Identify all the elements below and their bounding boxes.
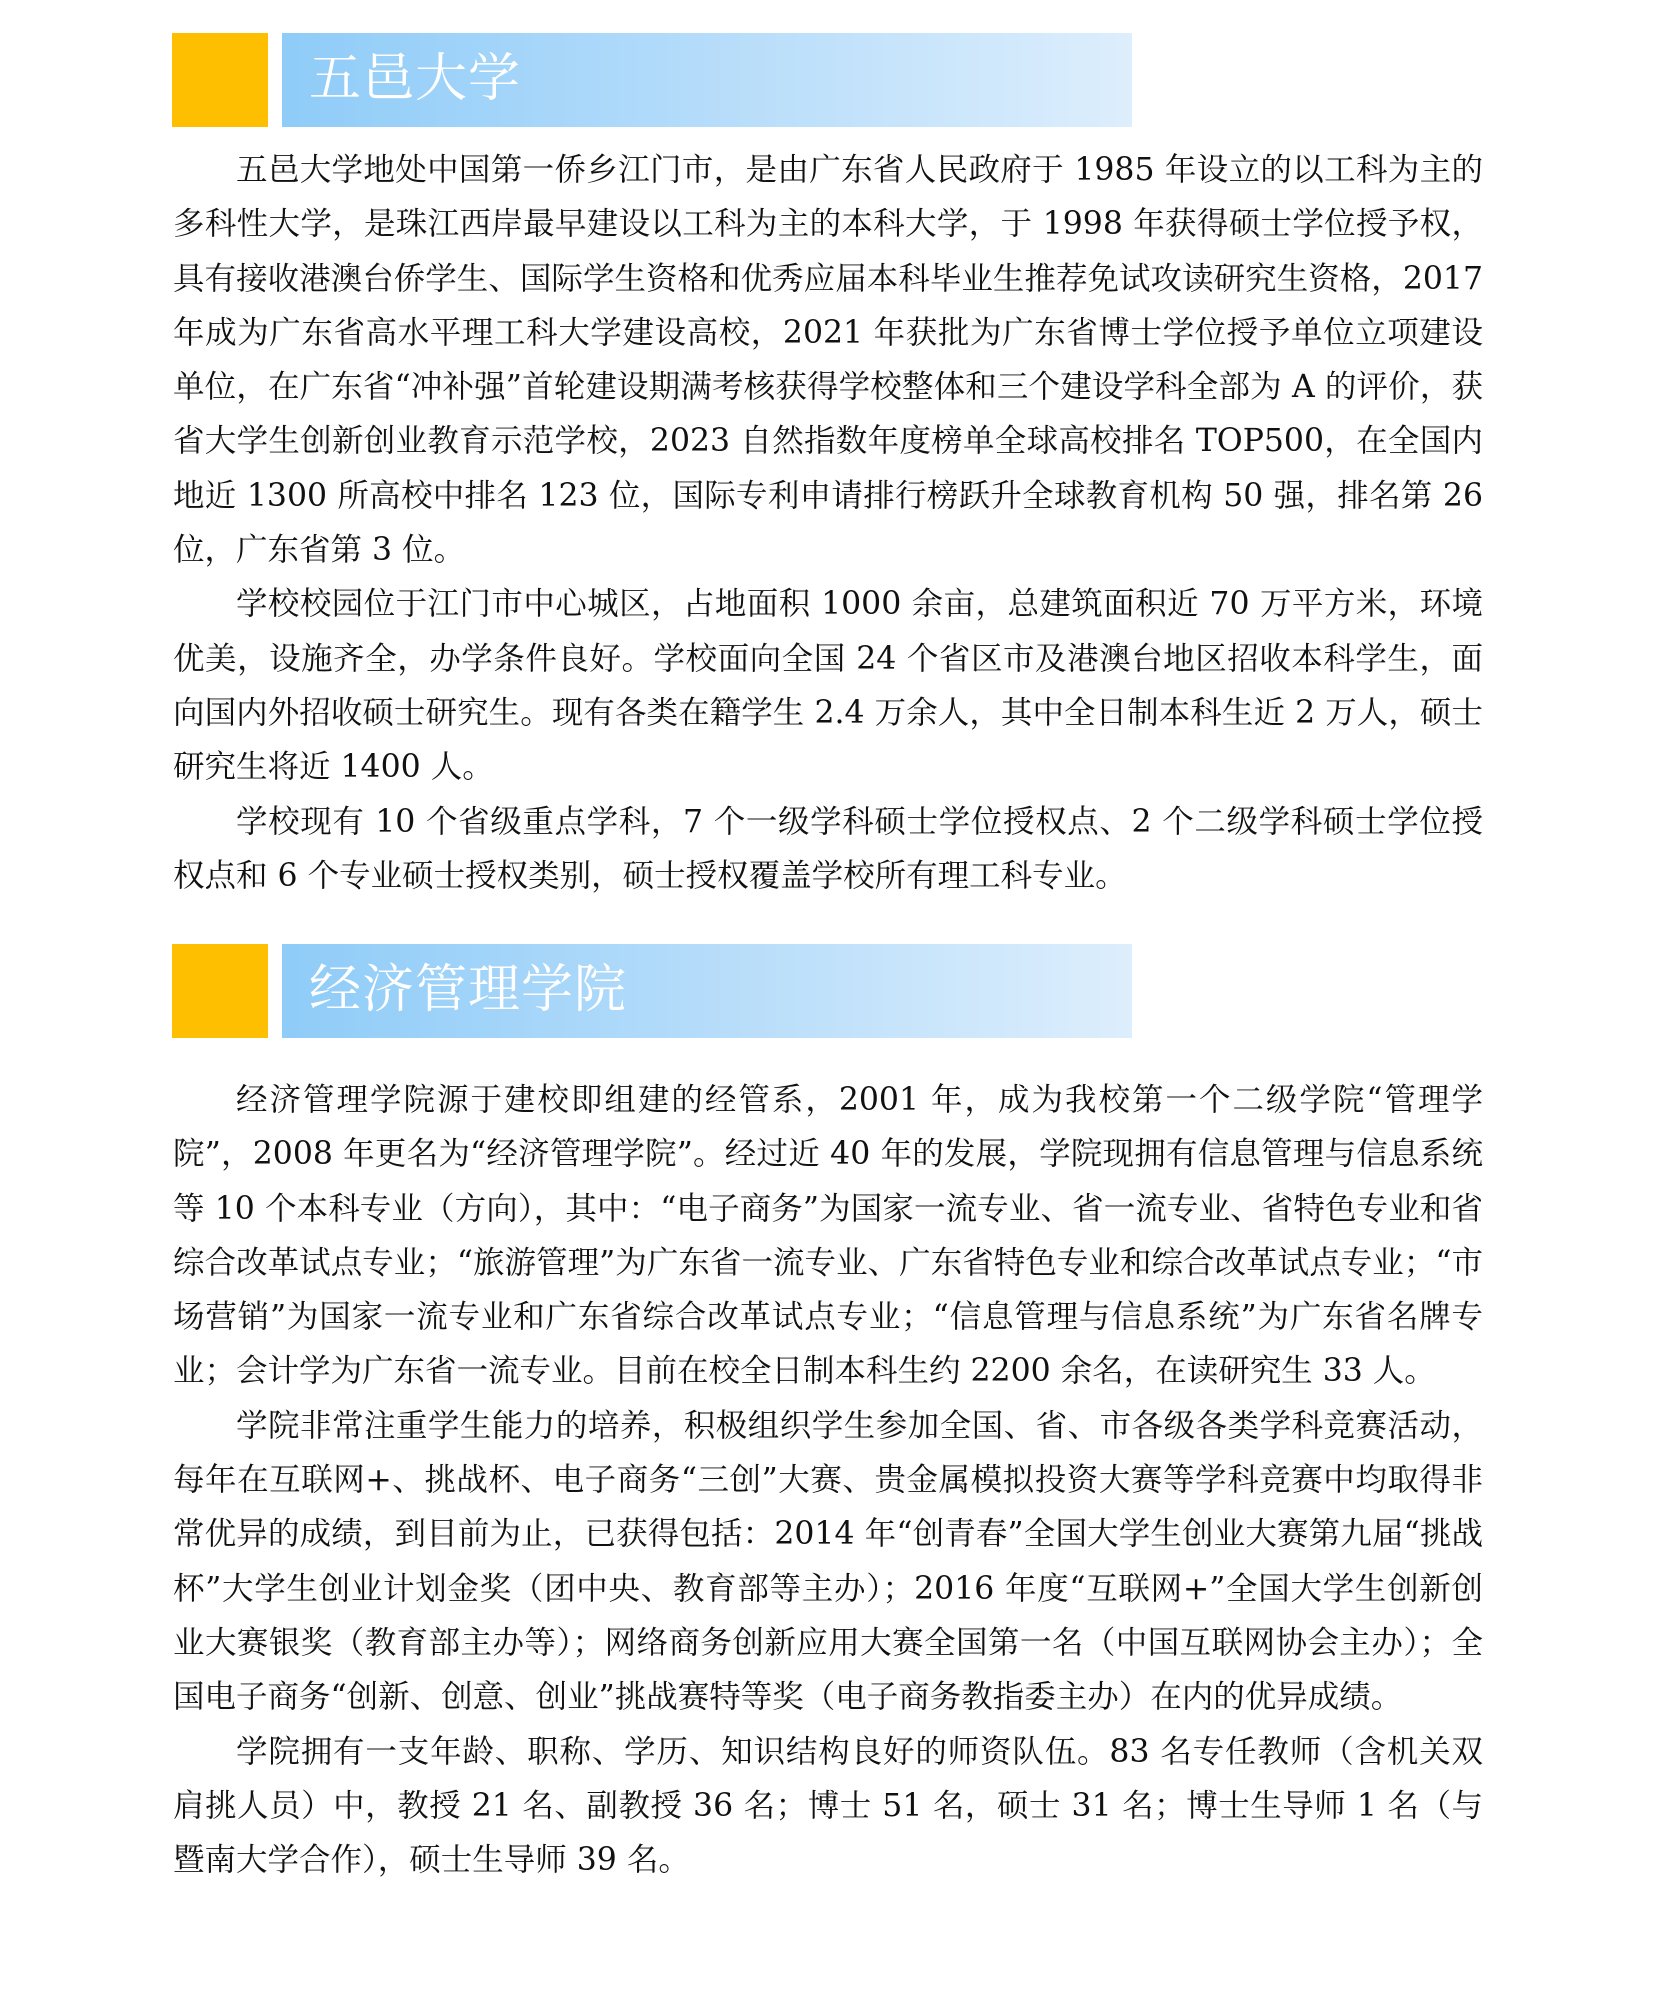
header-accent-block	[172, 944, 268, 1038]
paragraph: 经济管理学院源于建校即组建的经管系，2001 年，成为我校第一个二级学院“管理学院”，2008 年更名为“经济管理学院”。经过近 40 年的发展，学院现拥有信息管理与信息系统等 10 个本科专业（方向），其中：“电子商务”为国家一流专业、省一流专业、省特色专业和省综合改革试点专业；“旅游管理”为广东省一流专业、广东省特色专业和综合改革试点专业；“市场营销”为国家一流专业和广东省综合改革试点专业；“信息管理与信息系统”为广东省名牌专业；会计学为广东省一流专业。目前在校全日制本科生约 2200 余名，在读研究生 33 人。	[173, 1082, 1483, 1390]
header-accent-block	[172, 33, 268, 127]
paragraph: 五邑大学地处中国第一侨乡江门市，是由广东省人民政府于 1985 年设立的以工科为主的多科性大学，是珠江西岸最早建设以工科为主的本科大学，于 1998 年获得硕士学位授予权，具有接收港澳台侨学生、国际学生资格和优秀应届本科毕业生推荐免试攻读研究生资格，2017 年成为广东省高水平理工科大学建设高校，2021 年获批为广东省博士学位授予单位立项建设单位，在广东省“冲补强”首轮建设期满考核获得学校整体和三个建设学科全部为 A 的评价，获省大学生创新创业教育示范学校，2023 自然指数年度榜单全球高校排名 TOP500，在全国内地近 1300 所高校中排名 123 位，国际专利申请排行榜跃升全球教育机构 50 强，排名第 26 位，广东省第 3 位。	[173, 152, 1483, 569]
section-title: 经济管理学院	[309, 960, 628, 1020]
section-body-economics-management	[173, 1073, 1483, 1887]
paragraph: 学院拥有一支年龄、职称、学历、知识结构良好的师资队伍。83 名专任教师（含机关双肩挑人员）中，教授 21 名、副教授 36 名；博士 51 名，硕士 31 名；博士生导师 1 名（与暨南大学合作），硕士生导师 39 名。	[173, 1733, 1483, 1879]
header-title-bar	[282, 33, 1132, 127]
section-header-economics-management	[172, 944, 1132, 1038]
section-title: 五邑大学	[309, 49, 522, 109]
header-title-bar	[282, 944, 1132, 1038]
paragraph: 学校现有 10 个省级重点学科，7 个一级学科硕士学位授权点、2 个二级学科硕士学位授权点和 6 个专业硕士授权类别，硕士授权覆盖学校所有理工科专业。	[173, 803, 1483, 894]
paragraph: 学院非常注重学生能力的培养，积极组织学生参加全国、省、市各级各类学科竞赛活动，每年在互联网+、挑战杯、电子商务“三创”大赛、贵金属模拟投资大赛等学科竞赛中均取得非常优异的成绩，到目前为止，已获得包括：2014 年“创青春”全国大学生创业大赛第九届“挑战杯”大学生创业计划金奖（团中央、教育部等主办）；2016 年度“互联网+”全国大学生创新创业大赛银奖（教育部主办等）；网络商务创新应用大赛全国第一名（中国互联网协会主办）；全国电子商务“创新、创意、创业”挑战赛特等奖（电子商务教指委主办）在内的优异成绩。	[173, 1407, 1483, 1716]
section-header-wuyi-university	[172, 33, 1132, 127]
paragraph: 学校校园位于江门市中心城区，占地面积 1000 余亩，总建筑面积近 70 万平方米，环境优美，设施齐全，办学条件良好。学校面向全国 24 个省区市及港澳台地区招收本科学生，面向国内外招收硕士研究生。现有各类在籍学生 2.4 万余人，其中全日制本科生近 2 万人，硕士研究生将近 1400 人。	[173, 586, 1483, 786]
section-body-wuyi-university	[173, 143, 1483, 903]
